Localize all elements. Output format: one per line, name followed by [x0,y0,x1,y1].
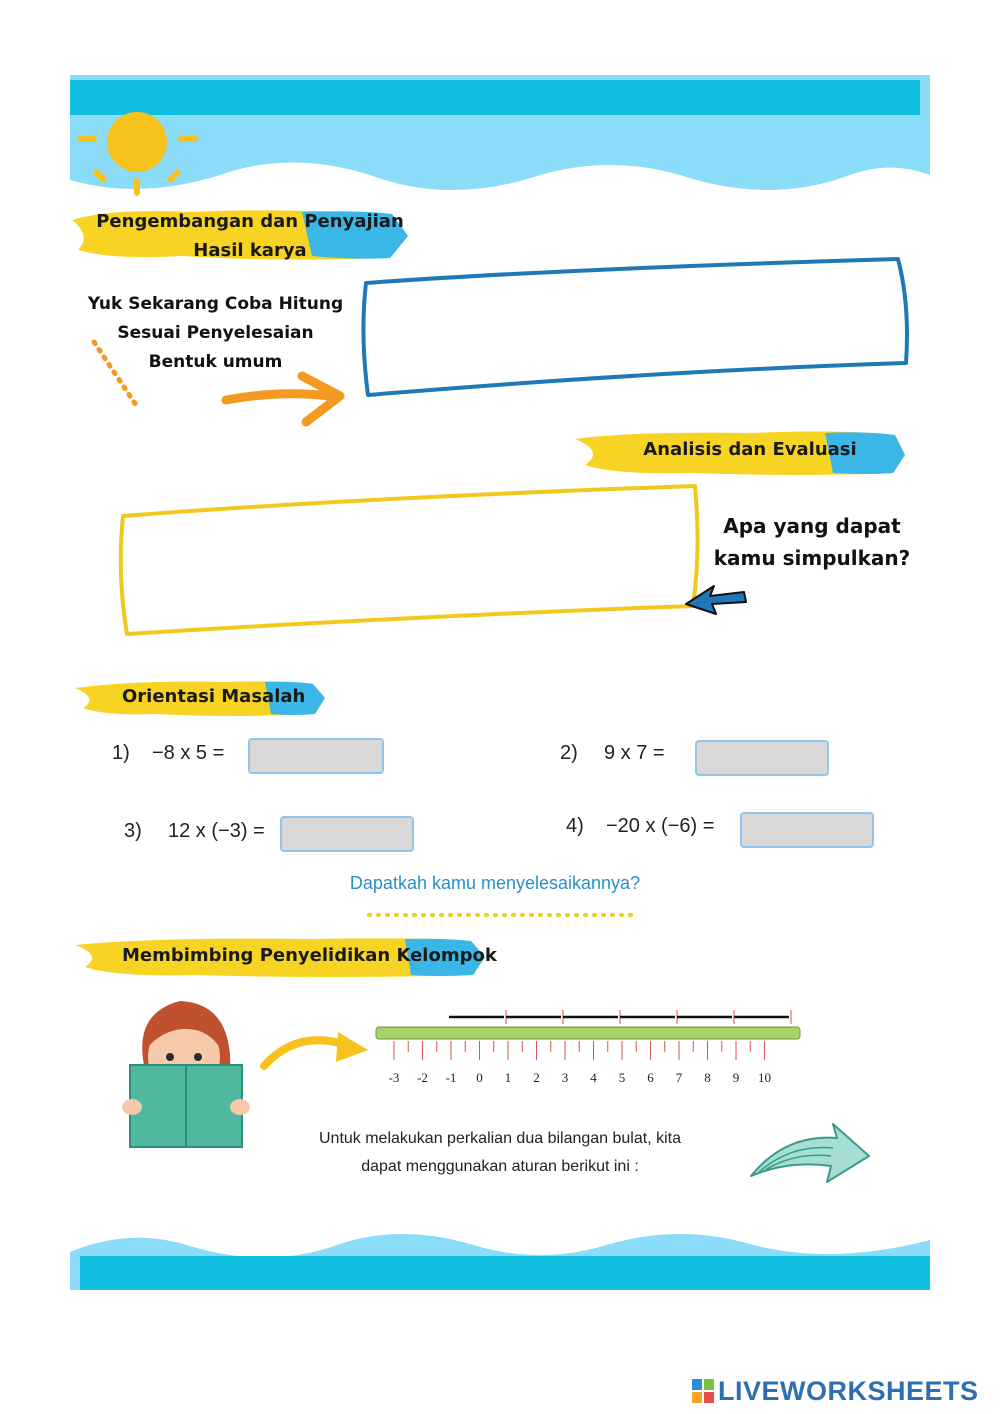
reading-child-illustration [122,995,250,1155]
answer-input-pengembangan[interactable] [380,285,889,374]
number-line-label: 7 [675,1070,683,1085]
number-line-label: -3 [388,1070,400,1085]
footer-banner [70,1222,930,1290]
number-line-label: 5 [618,1070,626,1085]
answer-input-analisis[interactable] [139,516,683,620]
problem-3-answer-input[interactable] [282,818,412,850]
section-heading-analisis: Analisis dan Evaluasi [643,439,857,460]
problem-2-answer-box[interactable] [695,740,829,776]
number-line-label: 2 [533,1070,540,1085]
problem-4-answer-input[interactable] [742,814,872,846]
number-line-label: 1 [504,1070,512,1085]
prompt-text-pengembangan: Yuk Sekarang Coba Hitung Sesuai Penyelesaian Bentuk umum [87,294,344,372]
problem-4-number: 4) [566,815,584,837]
problem-1-answer-box[interactable] [248,738,384,774]
number-line-label: 10 [758,1070,771,1085]
problem-1-number: 1) [112,742,130,764]
problem-1-expression: −8 x 5 = [152,742,225,764]
number-line-label: 9 [732,1070,740,1085]
number-line-label: -1 [445,1070,457,1085]
brand-name: LIVEWORKSHEETS [718,1375,979,1406]
problem-3-expression: 12 x (−3) = [168,820,265,842]
blue-arrow-icon [682,582,748,618]
brand-logo [692,1374,992,1408]
number-line-label: 8 [704,1070,711,1085]
rule-text: Untuk melakukan perkalian dua bilangan bulat, kita dapat menggunakan aturan berikut ini : [318,1130,681,1175]
orange-arrow-icon [220,370,350,430]
section-heading-membimbing: Membimbing Penyelidikan Kelompok [122,945,497,966]
number-line-label: 3 [561,1070,569,1085]
dotted-decoration [88,338,148,413]
yellow-arrow-icon [258,1028,373,1070]
number-line [370,1000,810,1095]
problem-1-answer-input[interactable] [250,740,382,772]
number-line-label: -2 [417,1070,428,1085]
problem-3-answer-box[interactable] [280,816,414,852]
answer-box-pengembangan[interactable] [358,255,913,400]
number-line-label: 0 [476,1070,483,1085]
problem-2-number: 2) [560,742,578,764]
teal-arrow-icon [745,1120,875,1190]
answer-box-analisis[interactable] [115,480,705,640]
number-line-label: 6 [647,1070,654,1085]
problem-4-expression: −20 x (−6) = [606,815,715,837]
number-line-bar [376,1027,800,1039]
problem-3-number: 3) [124,820,142,842]
section-heading-pengembangan: Pengembangan dan Penyajian Hasil karya [96,211,404,261]
problem-4-answer-box[interactable] [740,812,874,848]
section-heading-orientasi: Orientasi Masalah [122,686,306,707]
number-line-label: 4 [590,1070,597,1085]
sun-icon [75,110,200,200]
problem-2-expression: 9 x 7 = [604,742,665,764]
question-text: Dapatkah kamu menyelesaikannya? [349,873,641,893]
dotted-underline [366,905,636,915]
liveworksheets-logo-icon [692,1379,714,1403]
problem-2-answer-input[interactable] [697,742,827,774]
prompt-text-analisis: Apa yang dapat kamu simpulkan? [713,514,911,570]
